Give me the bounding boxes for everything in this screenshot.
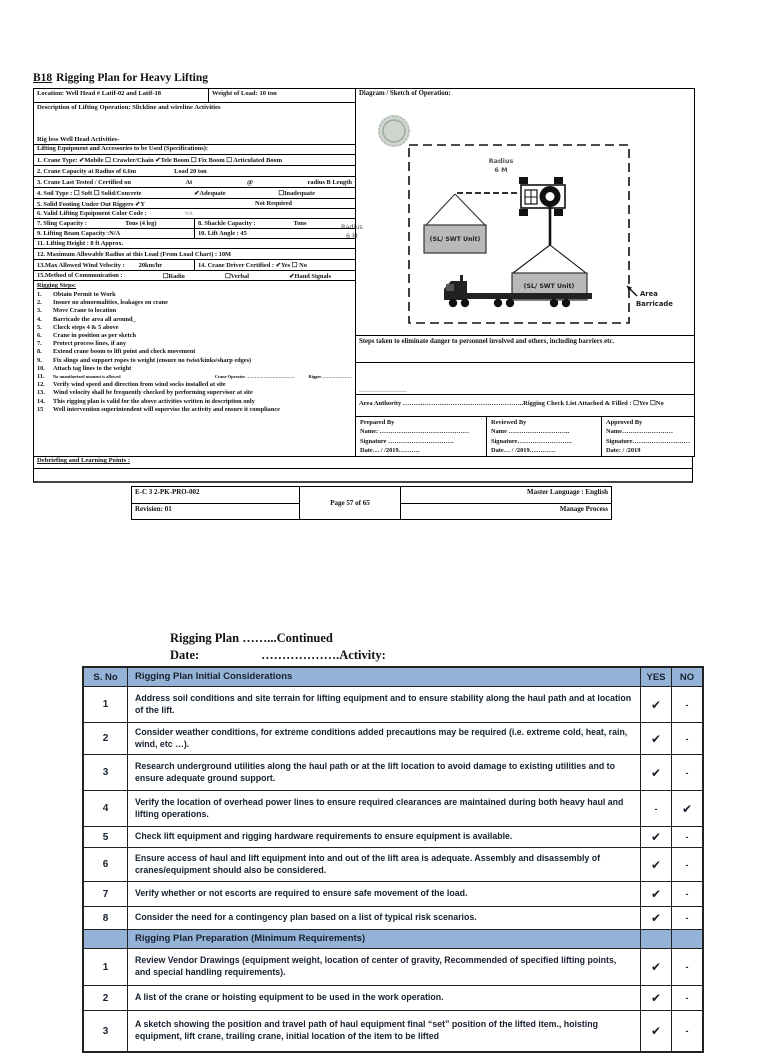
table-row: 3 A sketch showing the position and travel path of haul equipment final “set” position of the lifted item., hoisting equipment, lift crane, trailing crane, initial location of the item to be lifted ✔ - [84,1010,702,1051]
right-unit [512,207,587,300]
soil-adequate: ✔Adequate [194,190,226,197]
doc-revision: Revision: 01 [135,504,172,513]
step-text: Attach tag lines to the weight [53,364,132,372]
table-row: 1 Review Vendor Drawings (equipment weight, location of center of gravity, Recommended of specified lifting points, and special handling requirements). ✔ - [84,948,702,985]
form-row-sling-shackle [34,219,355,229]
reviewed-by-column [486,417,601,456]
form-row-beam-angle [34,229,355,239]
area-barricade-callout [627,286,673,308]
step-text: Well intervention superintendent will supervise the activity and ensure it compliance [53,405,280,413]
date-label: Date: [170,648,200,662]
form-row-lifting-height [34,239,355,249]
master-language: Master Language : English [401,487,611,504]
form-row-wind-driver [34,260,355,271]
wind-velocity-label: 13.Max Allowed Wind Velocity : [37,261,125,269]
description-box [34,102,355,145]
table-row: 1 Address soil conditions and site terrain for lifting equipment and to ensure stability along the haul path and at location of the lift. ✔ - [84,686,702,722]
step-text: Verify wind speed and direction from wind socks installed at site [53,381,226,389]
step-text: Obtain Permit to Work [53,291,116,298]
reviewed-name-field: Name ……………………….. [490,428,570,436]
title-code: B18 [33,72,53,84]
comm-hand-signals: ✔Hand Signals [289,272,331,280]
shackle-capacity-value: Tons [293,220,307,227]
form-row-solid-footing [34,199,355,209]
table-row: 4 Verify the location of overhead power lines to ensure required clearances are maintained during both heavy haul and lifting operations. - ✔ [84,790,702,826]
approved-date-field: Date: / /2019 [605,446,641,454]
rigless-text: Rig less Well Head Activities- [37,136,120,143]
step-text: Crane in position as per sketch [53,332,136,340]
debriefing-section [33,456,693,483]
check-mark: ✔ [641,723,672,754]
reviewed-signature-field: Signature…………………….. [490,437,572,445]
soil-type-label: 4. Soil Type : ☐ Soft ☐ Solid/Concrete [37,190,142,197]
check-mark: ✔ [681,801,693,816]
form-right-column [356,89,694,456]
table-header-row [84,668,702,686]
description-text: Description of Lifting Operation: Slickline and wireline Activities [37,104,221,111]
approved-by-column [601,417,694,456]
prepared-name-field: Name: …………………………………… [359,428,470,436]
section-title: Rigging Plan Preparation (Minimum Requirements) [128,930,641,948]
step-11-no-unauthorized: 11. No unauthorized moment is allowed Crane Operator …………………………… Rigger………………… [37,373,352,381]
form-row-location [34,89,355,102]
operation-diagram [356,103,685,335]
rigger-line: Rigger………………… [308,374,352,380]
location-field: Location: Well Head # Latif-02 and Latif-18 [34,89,209,102]
doc-code: E-C 3 2-PK-PRO-002 [132,487,299,504]
table-row: 2 Consider weather conditions, for extreme conditions added precautions may be required (i.e. extreme cold, heat, rain, wind, etc …). ✔ - [84,722,702,754]
danger-steps-note: Steps taken to eliminate danger to personnel involved and others, including barriers etc. [356,335,694,363]
check-mark: ✔ [641,1011,672,1051]
left-unit [424,194,486,253]
considerations-table [82,666,704,1053]
step-text: Fix slings and support ropes to weight (ensure no twist/kinks/sharp edges) [53,356,252,364]
notes-box [356,363,694,395]
stamp-seal [378,115,410,147]
diagram-header: Diagram / Sketch of Operation: [358,90,451,97]
step-text: This rigging plan is valid for the above activities written in description only [53,397,255,405]
continued-heading: Rigging Plan ……...Continued [170,631,333,645]
solid-footing-notreq: Not Required [254,200,292,207]
check-mark: ✔ [641,907,672,929]
form-row-color-code [34,209,355,219]
driver-certified-line: 14. Crane Driver Certified : ✔Yes ☐ No [197,262,307,269]
prepared-by-column [356,417,486,456]
debriefing-label: Debriefing and Learning Points : [37,457,131,464]
approved-name-field: Name…………………… [605,428,674,436]
color-code-value: NA [184,210,193,217]
communication-label: 15.Method of Communication : [37,272,123,279]
page-title [33,72,208,84]
prepared-by-title: Prepared By [359,419,395,426]
gutter-radius-text: Radius [341,223,363,231]
crane-operator-line: Crane Operator …………………………… [214,374,295,380]
table-row: 6 Ensure access of haul and lift equipment into and out of the lift area is adequate. Assembly and disassembly of cranes/equipment should also be considered. ✔ - [84,847,702,881]
crane-type-line: 1. Crane Type: ✔Mobile ☐ Crawler/Chain ✔Tele Boom ☐ Fix Boom ☐ Articulated Boom [37,157,283,164]
max-radius-line: 12. Maximum Allowable Radius at this Load (From Load Chart) : 10M [37,250,232,258]
lift-angle-label: 10. Lift Angle : 45 [197,230,247,237]
left-unit-label: (SL/ SWT Unit) [429,236,481,243]
page-number: Page 57 of 65 [300,487,401,519]
header-title: Rigging Plan Initial Considerations [128,668,641,686]
area-authority-line: Area Authority ………………………………………………..Rigging Check List Attached & Filled : ☐Yes ☐No [358,400,664,407]
soil-inadequate: ☐Inadequate [278,190,315,197]
crane-capacity-label: 2. Crane Capacity at Radius of 6.6m [37,167,137,175]
form-row-communication [34,271,355,281]
shackle-capacity-label: 8. Shackle Capacity : [197,220,256,227]
radius-label: Radius [488,157,514,165]
lifting-beam-label: 9. Lifting Beam Capacity :N/A [37,230,121,237]
crane-top-view [519,177,565,216]
right-unit-label: (SL/ SWT Unit) [523,283,575,290]
reviewed-by-title: Reviewed By [490,419,527,426]
table-row: 3 Research underground utilities along the haul path or at the lift location to avoid damage to existing utilities and to ensure adequate ground support. ✔ - [84,754,702,790]
rigging-plan-form [33,88,695,457]
manage-process: Manage Process [559,504,608,513]
table-row: 2 A list of the crane or hoisting equipment to be used in the work operation. ✔ - [84,985,702,1010]
wind-velocity-value: 20km/hr [138,261,163,269]
sling-capacity-value: Tons (4 leg) [125,220,157,227]
lifting-height-line: 11. Lifting Height : 8 ft Approx. [37,240,124,247]
form-row-max-radius [34,249,355,260]
check-mark: ✔ [641,755,672,790]
header-sno: S. No [84,668,128,686]
header-no: NO [679,671,695,683]
prepared-date-field: Date… / /2019………. [359,446,420,454]
step-text: Move Crane to location [53,307,117,315]
activity-label: ……………….Activity: [261,648,386,662]
rigging-steps: Rigging Steps: 1. Obtain Permit to Work 2. Insure no abnormalities, leakages on crane 3. Move Crane to location 4. Barricade the area all around_ 5. Check steps 4 & 5 above 6. Crane in position as per sketch 7. Protect process lines, if any 8. Extend crane boom to lift point and check movement 9. Fix slings and support ropes to weight (ensure no twist/kinks/sharp edges) 10. Attach tag lines to the weight 11. No unauthorized moment is allowed Crane Operator …………………………… Rigger………………… 12. Verify wind speed and direction from wind socks installed at site 13. Wind velocity shall be frequently checked by performing supervisor at site 14. This rigging plan is valid for the above activities written in description only 15 Well intervention superintendent will supervise the activity and ensure it compliance [37,282,352,413]
signoff-table [356,416,694,456]
form-left-column [34,89,356,456]
crane-tested-at: At [185,178,193,186]
check-mark: ✔ [641,986,672,1010]
page2-heading [170,630,386,664]
crane-tested-atsign: @ [246,178,253,186]
crane-tested-label: 3. Crane Last Tested / Certified on [37,178,131,186]
radius-value: 6 M [494,166,508,174]
step-text: Barricade the area all around_ [53,315,136,323]
step-text: Protect process lines, if any [53,340,127,348]
step-text: Check steps 4 & 5 above [53,323,119,331]
check-mark: ✔ [641,827,672,847]
gutter-radius-value: 6 M [345,232,358,240]
table-row: 8 Consider the need for a contingency plan based on a list of typical risk scenarios. ✔ - [84,906,702,929]
debriefing-box [33,469,693,483]
form-row-crane-capacity [34,166,355,177]
step-text: Wind velocity shall be frequently checked by performing supervisor at site [53,389,253,397]
form-row-crane-type [34,155,355,166]
table-row: 5 Check lift equipment and rigging hardware requirements to ensure equipment is available. ✔ - [84,826,702,847]
weight-field: Weight of Load: 10 ton [212,90,277,97]
comm-verbal: ☐Verbal [225,272,249,280]
area-barricade-line1: Area [639,290,658,298]
step-text: Extend crane boom to lift point and check movement [53,348,196,356]
equipment-header: Lifting Equipment and Accessories to be Used (Specifications): [34,145,355,155]
crane-capacity-load: Load 20 ton [174,167,207,175]
area-barricade-line2: Barricade [635,300,673,308]
rigging-steps-header: Rigging Steps: [37,282,77,289]
header-yes: YES [641,668,672,686]
table-row: 7 Verify whether or not escorts are required to ensure safe movement of the load. ✔ - [84,881,702,906]
document-footer [131,486,612,520]
check-mark: ✔ [641,882,672,906]
dotted-line: …………………… [358,388,407,394]
section-header-row [84,929,702,948]
sling-capacity-label: 7. Sling Capacity : [37,220,88,227]
form-row-crane-tested [34,177,355,188]
check-mark: ✔ [641,949,672,985]
step-text: Insure no abnormalities, leakages on crane [53,299,168,307]
comm-radio: ☐Radio [162,272,185,280]
title-text: Rigging Plan for Heavy Lifting [56,72,209,84]
check-mark: ✔ [641,848,672,881]
crane-tested-radius: radius B Length [307,178,352,186]
reviewed-date-field: Date… / /2019………… [490,446,556,454]
form-row-soil-type [34,188,355,199]
approved-by-title: Approved By [605,419,643,426]
color-code-label: 6. Valid Lifting Equipment Color Code : [37,210,147,217]
prepared-signature-field: Signature …………………………. [359,437,454,445]
check-mark: ✔ [641,687,672,722]
solid-footing-label: 5. Solid Footing Under Out Riggers ✔Y [37,200,146,208]
approved-signature-field: Signature……………………… [605,437,690,445]
